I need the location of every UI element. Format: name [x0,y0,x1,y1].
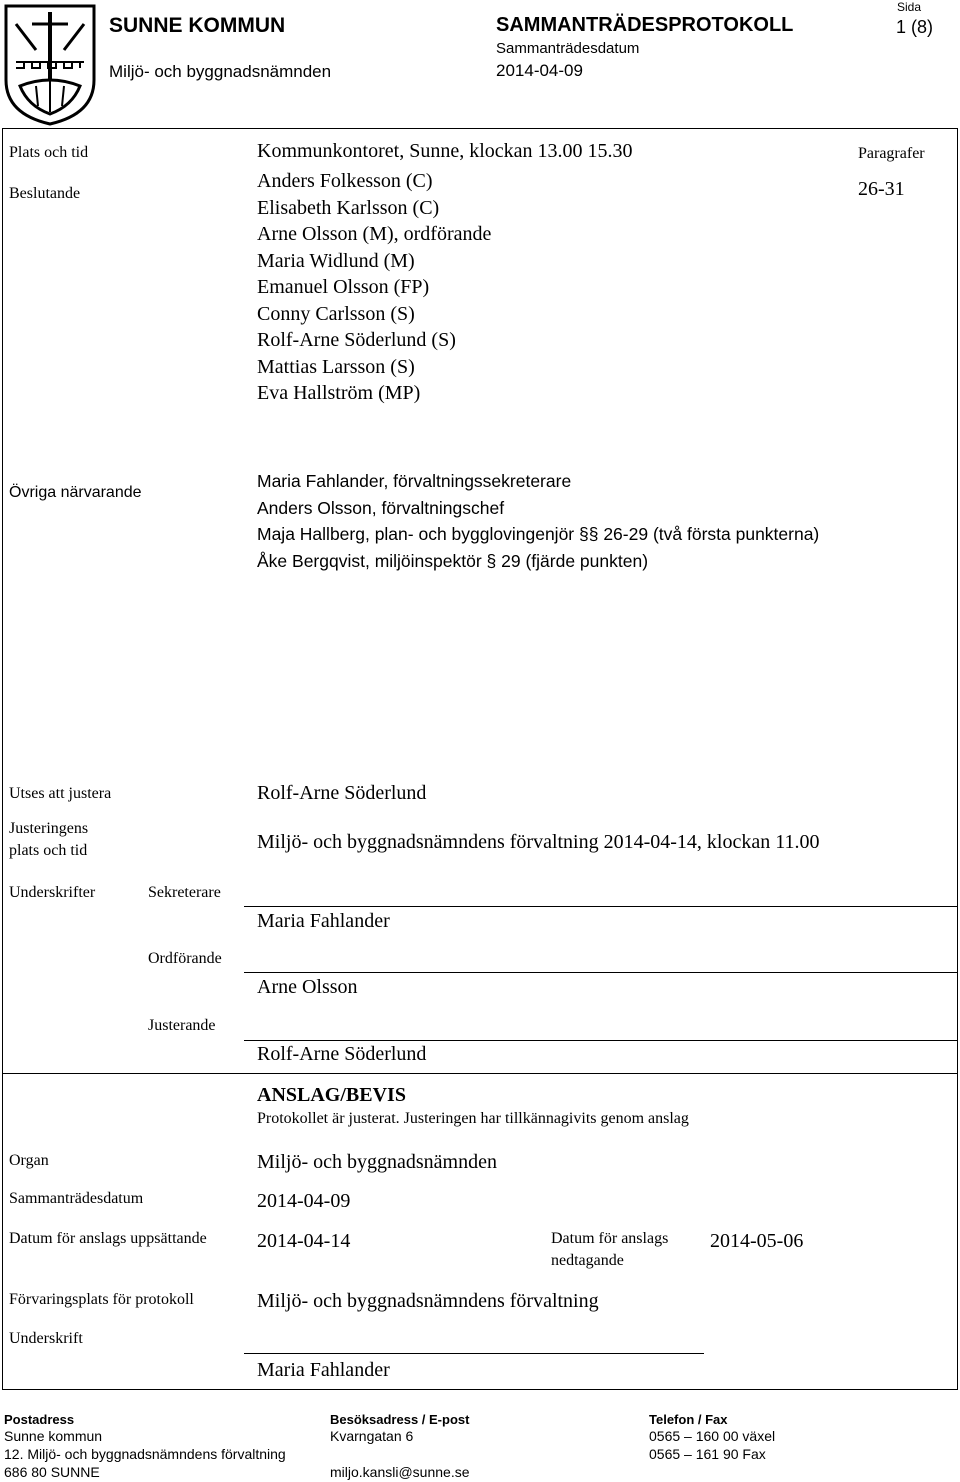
member: Mattias Larsson (S) [257,355,415,378]
organ: Miljö- och byggnadsnämnden [257,1151,497,1173]
member: Emanuel Olsson (FP) [257,276,430,298]
appointed-adjuster: Rolf-Arne Söderlund [257,782,427,804]
chair-name: Arne Olsson [257,976,358,998]
member: Elisabeth Karlsson (C) [257,196,440,219]
postal-line-1: Sunne kommun [4,1428,103,1444]
postal-label: Postadress [4,1412,75,1427]
page-label: Sida [897,0,922,14]
adjuster-signature-line [244,1040,958,1041]
members-list [257,168,491,407]
place-label: Plats och tid [9,144,89,161]
posted-label: Datum för anslags uppsättande [9,1230,207,1247]
member: Anders Folkesson (C) [257,170,433,192]
secretary-name: Maria Fahlander [257,910,390,932]
notice-text: Protokollet är justerat. Justeringen har tillkännagivits genom anslag [257,1110,689,1127]
page-number: 1 (8) [896,17,934,37]
phone-fax: 0565 – 161 90 Fax [649,1446,766,1462]
meeting-date-label: Sammanträdesdatum [496,40,640,57]
right-border [957,128,958,1390]
committee-name: Miljö- och byggnadsnämnden [109,62,332,81]
footer-rule [2,1389,958,1390]
member: Arne Olsson (M), ordförande [257,223,492,245]
adjust-place: Miljö- och byggnadsnämndens förvaltning 2014-04-14, klockan 11.00 [257,831,820,853]
other-attendee: Maria Fahlander, förvaltningssekreterare [257,471,572,491]
postal-line-2: 12. Miljö- och byggnadsnämndens förvaltning [4,1446,286,1462]
adjuster-name: Rolf-Arne Söderlund [257,1043,427,1065]
appointed-label: Utses att justera [9,785,112,802]
org-name: SUNNE KOMMUN [109,14,286,37]
notice-signature-line [244,1353,704,1354]
paragraphs-label: Paragrafer [858,145,925,162]
phone-switchboard: 0565 – 160 00 växel [649,1428,776,1444]
other-attendee: Maja Hallberg, plan- och bygglovingenjör §§ 26-29 (två första punkterna) [257,524,820,544]
member: Conny Carlsson (S) [257,302,415,325]
member: Rolf-Arne Söderlund (S) [257,329,456,351]
removed-label-2: nedtagande [551,1252,624,1269]
left-border [2,128,3,1390]
header-rule [2,128,958,129]
posted-date: 2014-04-14 [257,1230,351,1252]
other-attendee: Anders Olsson, förvaltningschef [257,497,505,518]
notice-signature-name: Maria Fahlander [257,1359,390,1381]
organ-label: Organ [9,1152,49,1169]
member: Eva Hallström (MP) [257,382,421,404]
adjuster-label: Justerande [148,1017,216,1034]
others-list [257,468,819,574]
chair-signature-line [244,972,958,973]
visit-label: Besöksadress / E-post [330,1412,470,1427]
notice-rule [2,1073,958,1074]
notice-date-label: Sammanträdesdatum [9,1190,144,1207]
visit-address: Kvarngatan 6 [330,1428,414,1444]
secretary-signature-line [244,906,958,907]
removed-label-1: Datum för anslags [551,1230,669,1247]
decision-label: Beslutande [9,185,81,202]
storage-label: Förvaringsplats för protokoll [9,1291,194,1308]
signatures-label: Underskrifter [9,884,96,901]
chair-label: Ordförande [148,950,222,967]
email-link[interactable]: miljo.kansli@sunne.se [330,1464,470,1480]
meeting-place: Kommunkontoret, Sunne, klockan 13.00 15.30 [257,140,633,162]
removed-date: 2014-05-06 [710,1230,804,1252]
adjust-place-label-2: plats och tid [9,842,88,859]
storage-place: Miljö- och byggnadsnämndens förvaltning [257,1290,599,1312]
secretary-label: Sekreterare [148,884,221,901]
document-type: SAMMANTRÄDESPROTOKOLL [496,14,794,36]
meeting-date: 2014-04-09 [496,61,583,80]
others-label: Övriga närvarande [9,484,142,501]
phone-label: Telefon / Fax [649,1412,728,1427]
member: Maria Widlund (M) [257,249,415,272]
notice-title: ANSLAG/BEVIS [257,1084,406,1106]
other-attendee: Åke Bergqvist, miljöinspektör § 29 (fjärde punkten) [257,550,649,571]
signature-label: Underskrift [9,1330,83,1347]
paragraphs: 26-31 [858,178,905,200]
adjust-place-label-1: Justeringens [9,820,89,837]
postal-line-3: 686 80 SUNNE [4,1464,100,1480]
coat-of-arms-logo [2,2,98,126]
notice-date: 2014-04-09 [257,1190,351,1212]
